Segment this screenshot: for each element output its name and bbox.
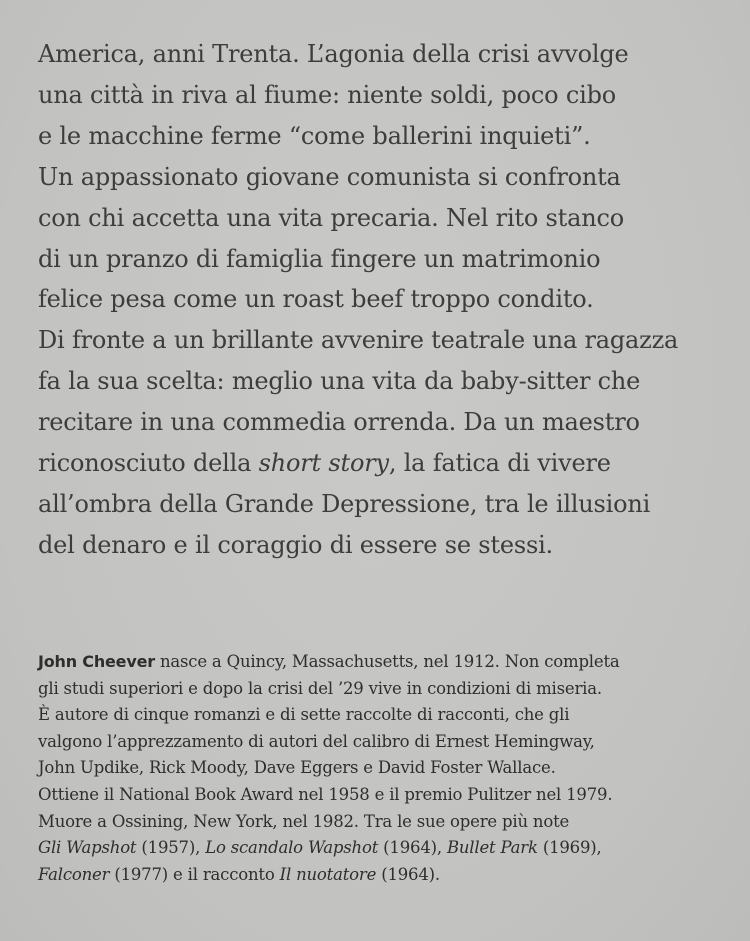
work-year: (1957), — [136, 838, 206, 858]
blurb-paragraph — [38, 34, 738, 566]
work-title: Lo scandalo Wapshot — [205, 838, 379, 858]
bio-line: gli studi superiori e dopo la crisi del ’29 vive in condizioni di miseria. — [38, 678, 602, 698]
author-name: John Cheever — [38, 652, 155, 671]
bio-line: È autore di cinque romanzi e di sette raccolte di racconti, che gli — [38, 705, 570, 725]
blurb-line: di un pranzo di famiglia fingere un matrimonio — [38, 244, 601, 273]
blurb-text: riconosciuto della — [38, 449, 259, 478]
bio-line: valgono l’apprezzamento di autori del calibro di Ernest Hemingway, — [38, 731, 595, 751]
blurb-line: felice pesa come un roast beef troppo condito. — [38, 285, 594, 314]
blurb-italic-term: short story — [258, 449, 389, 478]
blurb-line: all’ombra della Grande Depressione, tra le illusioni — [38, 489, 651, 518]
author-bio — [38, 649, 738, 888]
work-year: (1964), — [378, 838, 447, 858]
work-title: Bullet Park — [446, 838, 538, 858]
work-title: Gli Wapshot — [38, 838, 137, 858]
blurb-line: Un appassionato giovane comunista si confronta — [38, 162, 621, 191]
blurb-line: fa la sua scelta: meglio una vita da baby-sitter che — [38, 367, 641, 396]
blurb-line: con chi accetta una vita precaria. Nel rito stanco — [38, 203, 624, 232]
blurb-line — [38, 443, 738, 484]
blurb-line: America, anni Trenta. L’agonia della crisi avvolge — [38, 40, 629, 68]
work-year: (1977) e il racconto — [109, 864, 280, 884]
bio-text: nasce a Quincy, Massachusetts, nel 1912. Non completa — [154, 652, 620, 671]
bio-line: Muore a Ossining, New York, nel 1982. Tra le sue opere più note — [38, 811, 570, 831]
bio-line: Ottiene il National Book Award nel 1958 e il premio Pulitzer nel 1979. — [38, 784, 613, 804]
work-year: (1969), — [537, 838, 602, 858]
blurb-text: , la fatica di vivere — [388, 449, 611, 478]
bio-works-line — [38, 835, 738, 862]
bio-line: John Updike, Rick Moody, Dave Eggers e David Foster Wallace. — [38, 758, 556, 778]
blurb-line: recitare in una commedia orrenda. Da un maestro — [38, 408, 640, 437]
blurb-line: e le macchine ferme “come ballerini inquieti”. — [38, 121, 591, 150]
work-year: (1964). — [376, 864, 440, 884]
work-title: Falconer — [38, 864, 110, 884]
blurb-line: una città in riva al fiume: niente soldi, poco cibo — [38, 80, 616, 109]
bio-line — [38, 649, 738, 676]
blurb-line: del denaro e il coraggio di essere se stessi. — [38, 530, 553, 559]
work-title: Il nuotatore — [279, 864, 377, 884]
bio-works-line — [38, 862, 738, 889]
blurb-line: Di fronte a un brillante avvenire teatrale una ragazza — [38, 326, 679, 355]
